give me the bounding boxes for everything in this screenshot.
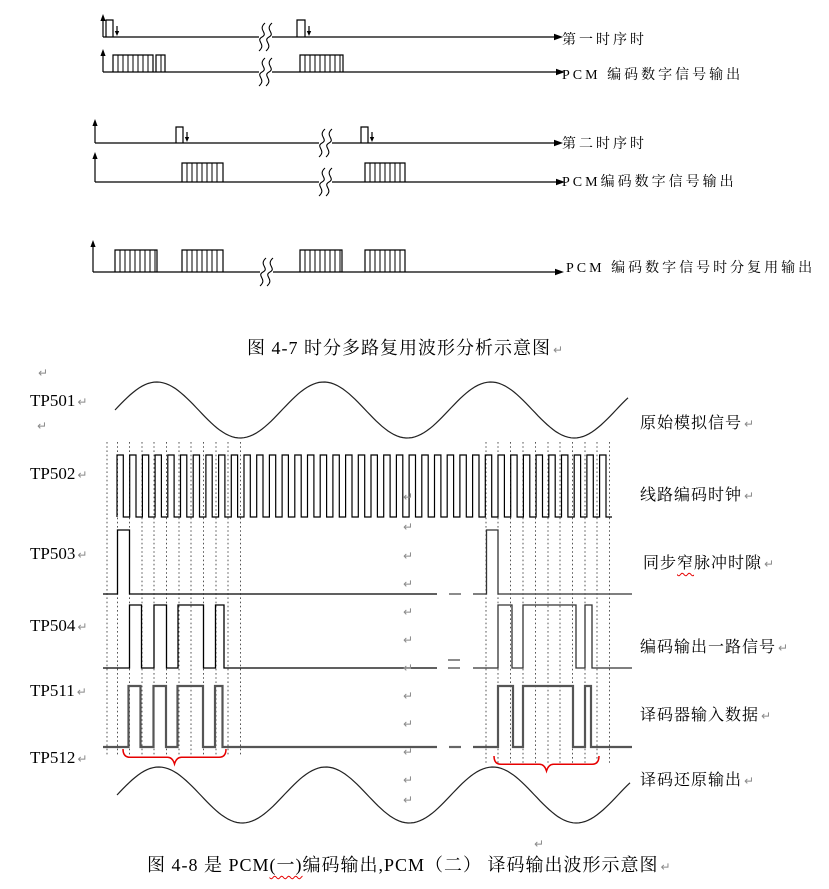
paragraph-mark: ↵ (744, 774, 755, 788)
spellcheck-underlined-text: 窄 (677, 555, 695, 572)
tp504-label (30, 616, 87, 636)
label-decoded-restored-output (640, 767, 754, 790)
tp511-label (30, 681, 87, 701)
caption-text: 编码输出,PCM（二） 译码输出波形示意图 (302, 855, 659, 875)
fig47-row-pcm-2 (92, 152, 565, 196)
paragraph-mark: ↵ (77, 468, 88, 482)
tp511-decoder-input-waveform (103, 686, 632, 747)
paragraph-mark: ↵ (534, 837, 545, 851)
paragraph-mark: ↵ (761, 709, 772, 723)
label-pcm-output-2: PCM编码数字信号输出 (562, 175, 737, 190)
tp512-sine-waveform (117, 767, 630, 823)
label-encoded-one-channel (640, 634, 788, 657)
fig47-row-mux (90, 240, 564, 286)
red-brace-2 (494, 756, 599, 771)
label-text: 同步 (643, 555, 678, 572)
label-second-timing: 第二时序时 (562, 137, 647, 152)
tp503-sync-pulse-waveform (103, 530, 632, 594)
label-text: 译码还原输出 (640, 772, 743, 789)
figure-4-7-caption (247, 334, 563, 360)
paragraph-mark: ↵ (403, 490, 414, 504)
paragraph-mark: ↵ (403, 793, 414, 807)
tp-label-text: TP502 (30, 464, 76, 483)
label-pcm-output-1: PCM 编码数字信号输出 (562, 68, 744, 83)
paragraph-mark: ↵ (77, 620, 88, 634)
paragraph-mark: ↵ (403, 745, 414, 759)
label-pcm-mux-output: PCM 编码数字信号时分复用输出 (566, 261, 816, 276)
paragraph-mark: ↵ (403, 773, 414, 787)
paragraph-mark: ↵ (403, 717, 414, 731)
figure-4-8-caption (147, 851, 671, 877)
paragraph-mark: ↵ (77, 752, 88, 766)
paragraph-mark: ↵ (403, 689, 414, 703)
paragraph-mark: ↵ (403, 605, 414, 619)
paragraph-mark: ↵ (403, 520, 414, 534)
tp501-label (30, 391, 87, 411)
tp-label-text: TP503 (30, 544, 76, 563)
paragraph-mark: ↵ (764, 557, 775, 571)
fig47-row-timing-1 (100, 14, 563, 51)
paragraph-mark: ↵ (403, 661, 414, 675)
label-decoder-input-data (640, 702, 771, 725)
tp503-label (30, 544, 87, 564)
label-text: 脉冲时隙 (694, 555, 763, 572)
caption-text: 图 4-7 时分多路复用波形分析示意图 (247, 338, 551, 358)
tp502-label (30, 464, 87, 484)
tp512-label (30, 748, 87, 768)
label-text: 译码器输入数据 (640, 707, 760, 724)
paragraph-mark: ↵ (744, 417, 755, 431)
paragraph-mark: ↵ (403, 577, 414, 591)
tp-label-text: TP501 (30, 391, 76, 410)
fig47-row-timing-2 (92, 119, 563, 157)
tp-label-text: TP504 (30, 616, 76, 635)
label-text: 原始模拟信号 (640, 415, 743, 432)
label-text: 编码输出一路信号 (640, 639, 777, 656)
label-text: 线路编码时钟 (640, 487, 743, 504)
paragraph-mark: ↵ (76, 685, 87, 699)
tp504-encoded-data-waveform (103, 605, 632, 668)
red-brace-1 (123, 749, 226, 764)
spellcheck-underlined-text: (一) (269, 855, 303, 875)
caption-text: 图 4-8 是 PCM (147, 855, 270, 875)
paragraph-mark: ↵ (553, 343, 564, 357)
fig47-row-pcm-1 (100, 49, 565, 86)
label-original-analog-signal (640, 410, 754, 433)
tp-label-text: TP512 (30, 748, 76, 767)
paragraph-mark: ↵ (37, 419, 48, 433)
label-line-code-clock (640, 482, 754, 505)
paragraph-mark: ↵ (778, 641, 789, 655)
paragraph-mark: ↵ (744, 489, 755, 503)
label-first-timing: 第一时序时 (562, 33, 647, 48)
tp-label-text: TP511 (30, 681, 75, 700)
paragraph-mark: ↵ (38, 366, 49, 380)
tp501-sine-waveform (115, 382, 628, 438)
paragraph-mark: ↵ (77, 395, 88, 409)
paragraph-mark: ↵ (77, 548, 88, 562)
paragraph-mark: ↵ (660, 860, 671, 874)
paragraph-mark: ↵ (403, 633, 414, 647)
paragraph-mark: ↵ (403, 549, 414, 563)
label-sync-narrow-pulse-slot (643, 550, 774, 573)
